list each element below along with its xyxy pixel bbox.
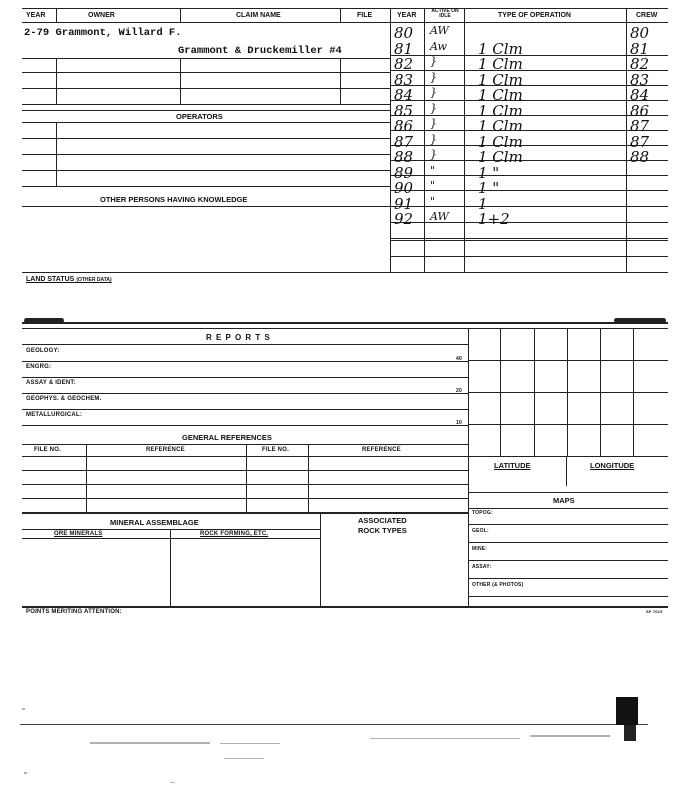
header-year: YEAR [26, 12, 46, 19]
header-file: FILE [357, 12, 373, 19]
log-operation: 1 Clm [478, 86, 523, 104]
artifact-dot [24, 772, 27, 774]
operators-title: OPERATORS [176, 112, 223, 121]
log-row-line [390, 115, 668, 116]
ref-file-no-1: FILE NO. [34, 447, 61, 453]
other-persons-title: OTHER PERSONS HAVING KNOWLEDGE [100, 195, 248, 204]
row-line [22, 104, 390, 105]
reports-top [22, 322, 668, 324]
log-year: 88 [394, 148, 414, 166]
log-crew: 88 [630, 148, 650, 166]
log-operation: 1 [478, 194, 488, 213]
row-line [22, 186, 390, 187]
log-operation: 1 Clm [478, 101, 523, 120]
report-line [22, 409, 468, 410]
log-row-line [390, 256, 668, 257]
log-operation: 1+2 [478, 210, 510, 228]
report-number: 40 [456, 356, 462, 362]
maps-row-line [468, 578, 668, 579]
longitude-label: LONGITUDE [590, 461, 635, 470]
owner-entry: 2-79 Grammont, Willard F. [24, 27, 182, 39]
rock-forming-label: ROCK FORMING, ETC. [200, 531, 269, 537]
claim-entry: Grammont & Druckemiller #4 [178, 45, 342, 57]
report-line [22, 425, 468, 426]
row-line [22, 206, 390, 207]
row-line [22, 170, 390, 171]
header-type-of-operation: TYPE OF OPERATION [498, 12, 571, 19]
grid-h [468, 456, 668, 457]
maps-underline [468, 508, 668, 509]
log-crew: 84 [630, 86, 650, 104]
report-label: GEOPHYS. & GEOCHEM. [26, 396, 102, 402]
log-row-line [390, 240, 668, 241]
reports-bottom [22, 606, 668, 608]
log-div-2 [464, 8, 465, 272]
ref-line [22, 444, 468, 445]
report-label: METALLURGICAL: [26, 412, 83, 418]
log-status: " [430, 194, 436, 208]
log-year: 86 [394, 117, 414, 135]
reports-title: R E P O R T S [206, 333, 271, 342]
log-year: 84 [394, 86, 414, 104]
mineral-line [22, 538, 320, 539]
log-year: 87 [394, 132, 414, 151]
log-status: Aw [430, 39, 447, 53]
land-status-sub: (OTHER DATA) [76, 277, 112, 283]
associated-label: ASSOCIATED [358, 516, 407, 525]
maps-row-line [468, 524, 668, 525]
ref-file-no-2: FILE NO. [262, 447, 289, 453]
maps-row-label: ASSAY: [472, 564, 492, 570]
report-line [22, 377, 468, 378]
log-operation: 1 Clm [478, 70, 523, 89]
log-row-line [390, 130, 668, 131]
mineral-underline [22, 529, 320, 530]
report-label: GEOLOGY: [26, 348, 60, 354]
log-year: 91 [394, 194, 414, 213]
row-div [56, 122, 57, 186]
mineral-v [320, 512, 321, 606]
row-div [340, 58, 341, 104]
mineral-v [170, 529, 171, 606]
rock-types-label: ROCK TYPES [358, 526, 407, 535]
header-active-on-idle: ACTIVE ON IDLE [431, 8, 459, 19]
top-border [22, 8, 668, 9]
log-year: 89 [394, 163, 414, 182]
operators-line [22, 110, 390, 111]
header-underline [22, 22, 668, 23]
maps-row-label: OTHER (& PHOTOS) [472, 582, 524, 588]
artifact-smudge [224, 758, 264, 759]
row-line [22, 58, 390, 59]
log-status: AW [430, 24, 449, 37]
log-div-1 [424, 8, 425, 272]
row-div [180, 58, 181, 104]
log-year: 83 [394, 70, 414, 89]
log-year: 92 [394, 210, 414, 228]
log-crew: 86 [630, 101, 650, 120]
maps-title: MAPS [553, 496, 575, 505]
artifact-block [616, 697, 638, 725]
artifact-smudge [530, 735, 610, 737]
log-crew: 87 [630, 132, 650, 151]
log-status: } [430, 148, 437, 161]
row-line [22, 72, 390, 73]
ref-v [246, 444, 247, 512]
form-number: SF 7015 [646, 609, 663, 614]
log-year: 80 [394, 24, 414, 42]
log-operation: 1 " [478, 163, 500, 182]
log-year: 82 [394, 55, 414, 73]
ref-line [22, 498, 468, 499]
artifact-line [20, 724, 648, 725]
report-line [22, 361, 468, 362]
log-div-3 [626, 8, 627, 272]
grid-h [468, 424, 668, 425]
log-status: " [430, 179, 436, 192]
header-owner: OWNER [88, 12, 115, 19]
hdr-div-2 [180, 8, 181, 22]
grid-h [468, 392, 668, 393]
maps-row-line [468, 542, 668, 543]
maps-row-line [468, 596, 668, 597]
log-year: 81 [394, 39, 414, 58]
lat-long-div [566, 456, 567, 486]
ore-minerals-label: ORE MINERALS [54, 531, 103, 537]
hdr-div-3 [340, 8, 341, 22]
reports-underline [22, 344, 468, 345]
latitude-label: LATITUDE [494, 461, 531, 470]
log-crew: 82 [630, 55, 650, 73]
maps-divider [468, 328, 469, 606]
log-status: } [430, 101, 437, 115]
log-status: } [430, 86, 437, 99]
report-number: 10 [456, 420, 462, 426]
reports-top-2 [22, 328, 668, 329]
header-crew: CREW [636, 12, 658, 19]
row-line [22, 88, 390, 89]
row-line [22, 122, 390, 123]
maps-row-label: MINE: [472, 546, 488, 552]
report-label: ASSAY & IDENT: [26, 380, 76, 386]
log-left-border [390, 8, 391, 272]
artifact-block [624, 725, 636, 741]
top-form-bottom [22, 272, 668, 273]
ref-line [22, 456, 468, 457]
log-crew: 87 [630, 117, 650, 135]
log-crew: 81 [630, 39, 650, 58]
log-status: } [430, 132, 437, 146]
mineral-assemblage-title: MINERAL ASSEMBLAGE [110, 518, 199, 527]
log-operation: 1 Clm [478, 132, 523, 151]
log-row-line [390, 238, 668, 239]
artifact-dot [22, 708, 25, 710]
mineral-top [22, 512, 468, 514]
log-status: } [430, 70, 437, 84]
header-claim-name: CLAIM NAME [236, 12, 281, 19]
row-line [22, 138, 390, 139]
artifact-smudge [370, 738, 520, 739]
maps-row-line [468, 560, 668, 561]
points-meriting-attention: POINTS MERITING ATTENTION: [26, 609, 122, 615]
log-operation: 1 Clm [478, 117, 523, 135]
log-status: " [430, 163, 436, 177]
land-status [26, 276, 112, 283]
report-number: 20 [456, 388, 462, 394]
ref-reference-1: REFERENCE [146, 447, 185, 453]
ref-line [22, 484, 468, 485]
report-line [22, 393, 468, 394]
log-year: 85 [394, 101, 414, 120]
log-year: 90 [394, 179, 414, 197]
ref-v [86, 444, 87, 512]
artifact-smudge [220, 743, 280, 744]
header-year-2: YEAR [397, 12, 417, 19]
log-crew: 83 [630, 70, 650, 89]
log-operation: 1 Clm [478, 148, 523, 166]
row-div [56, 58, 57, 104]
log-crew: 80 [630, 24, 650, 42]
log-operation: 1 " [478, 179, 500, 197]
artifact-dot [170, 782, 175, 783]
log-status: } [430, 55, 437, 68]
land-status-label: LAND STATUS [26, 276, 75, 283]
general-references-title: GENERAL REFERENCES [182, 433, 272, 442]
log-status: AW [430, 210, 449, 223]
maps-row-label: GEOL: [472, 528, 489, 534]
hdr-div-1 [56, 8, 57, 22]
report-label: ENGRG: [26, 364, 52, 370]
log-operation: 1 Clm [478, 39, 523, 58]
grid-h [468, 360, 668, 361]
ref-reference-2: REFERENCE [362, 447, 401, 453]
ref-v [308, 444, 309, 512]
log-operation: 1 Clm [478, 55, 523, 73]
maps-row-label: TOPOG: [472, 510, 493, 516]
row-line [22, 154, 390, 155]
ref-line [22, 470, 468, 471]
artifact-smudge [90, 742, 210, 744]
maps-top [468, 492, 668, 493]
log-status: } [430, 117, 437, 130]
